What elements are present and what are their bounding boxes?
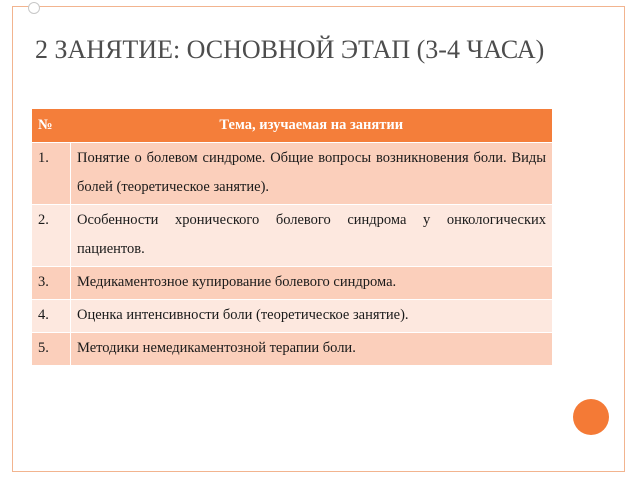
row-number: 2.: [32, 205, 71, 267]
row-topic: Методики немедикаментозной терапии боли.: [71, 333, 553, 366]
decorative-circle-icon: [28, 2, 40, 14]
row-number: 4.: [32, 300, 71, 333]
row-topic: Особенности хронического болевого синдрома у онкологических пациентов.: [71, 205, 553, 267]
topics-table: [32, 109, 552, 365]
row-topic: Понятие о болевом синдроме. Общие вопросы возникновения боли. Виды болей (теоретическое занятие).: [71, 143, 553, 205]
row-number: 1.: [32, 143, 71, 205]
table-row: [32, 267, 552, 300]
table-row: [32, 333, 552, 366]
header-topic: Тема, изучаемая на занятии: [71, 109, 553, 143]
row-topic: Оценка интенсивности боли (теоретическое занятие).: [71, 300, 553, 333]
header-number: №: [32, 109, 71, 143]
orange-circle-icon: [573, 399, 609, 435]
table-header-row: [32, 109, 552, 143]
table-row: [32, 205, 552, 267]
row-number: 3.: [32, 267, 71, 300]
table-row: [32, 143, 552, 205]
row-topic: Медикаментозное купирование болевого синдрома.: [71, 267, 553, 300]
table-row: [32, 300, 552, 333]
slide-title: 2 ЗАНЯТИЕ: ОСНОВНОЙ ЭТАП (3-4 ЧАСА): [35, 35, 545, 64]
row-number: 5.: [32, 333, 71, 366]
